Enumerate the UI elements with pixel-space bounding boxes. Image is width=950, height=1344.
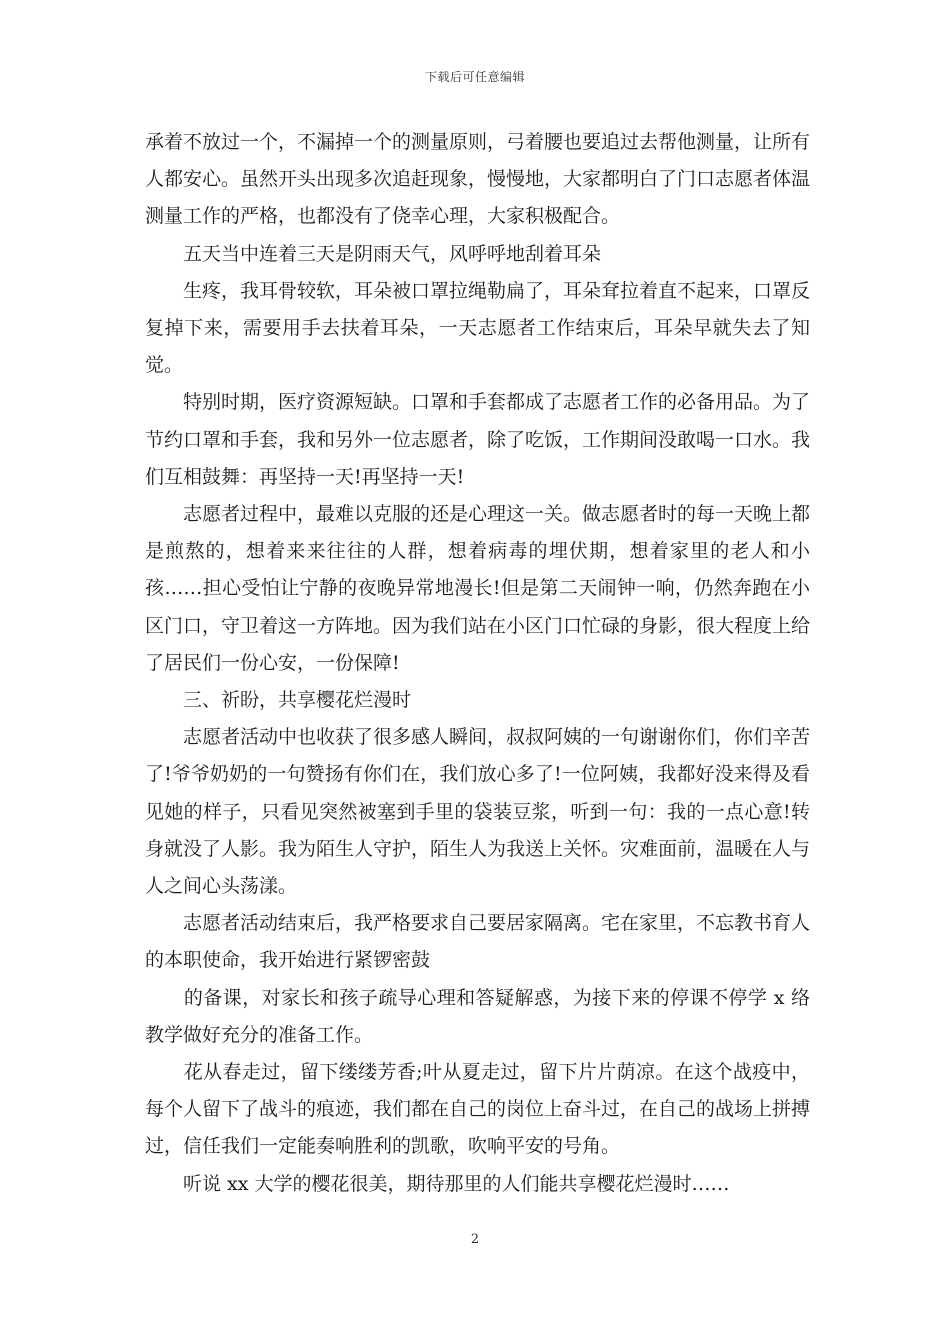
paragraph: 特别时期，医疗资源短缺。口罩和手套都成了志愿者工作的必备用品。为了节约口罩和手套，我和另外一位志愿者，除了吃饭，工作期间没敢喝一口水。我们互相鼓舞：再坚持一天!再坚持一天! <box>145 391 811 488</box>
paragraph: 的备课，对家长和孩子疏导心理和答疑解惑，为接下来的停课不停学 x 络教学做好充分的准备工作。 <box>145 986 810 1046</box>
page-header-note: 下载后可任意编辑 <box>424 70 525 84</box>
document-body <box>145 124 810 1203</box>
paragraph: 五天当中连着三天是阴雨天气，风呼呼地刮着耳朵 <box>145 242 602 265</box>
paragraph: 志愿者活动结束后，我严格要求自己要居家隔离。宅在家里，不忘教书育人的本职使命，我开始进行紧锣密鼓 <box>145 912 811 972</box>
paragraph: 志愿者活动中也收获了很多感人瞬间，叔叔阿姨的一句谢谢你们，你们辛苦了!爷爷奶奶的一句赞扬有你们在，我们放心多了!一位阿姨，我都好没来得及看见她的样子，只看见突然被塞到手里的袋装豆浆，听到一句：我的一点心意!转身就没了人影。我为陌生人守护，陌生人为我送上关怀。灾难面前，温暖在人与人之间心头荡漾。 <box>145 726 811 898</box>
page-number: 2 <box>470 1232 480 1247</box>
paragraph: 志愿者过程中，最难以克服的还是心理这一关。做志愿者时的每一天晚上都是煎熬的，想着来来往往的人群，想着病毒的埋伏期，想着家里的老人和小孩……担心受怕让宁静的夜晚异常地漫长!但是第二天闹钟一响，仍然奔跑在小区门口，守卫着这一方阵地。因为我们站在小区门口忙碌的身影，很大程度上给了居民们一份心安，一份保障! <box>145 503 811 674</box>
paragraph: 承着不放过一个，不漏掉一个的测量原则，弓着腰也要追过去帮他测量，让所有人都安心。虽然开头出现多次追赶现象，慢慢地，大家都明白了门口志愿者体温测量工作的严格，也都没有了侥幸心理，大家积极配合。 <box>145 131 811 228</box>
paragraph: 生疼，我耳骨较软，耳朵被口罩拉绳勒扁了，耳朵耷拉着直不起来，口罩反复掉下来，需要用手去扶着耳朵，一天志愿者工作结束后，耳朵早就失去了知觉。 <box>145 279 811 377</box>
paragraph: 花从春走过，留下缕缕芳香;叶从夏走过，留下片片荫凉。在这个战疫中，每个人留下了战斗的痕迹，我们都在自己的岗位上奋斗过，在自己的战场上拼搏过，信任我们一定能奏响胜利的凯歌，吹响平安的号角。 <box>145 1061 811 1158</box>
section-heading: 三、祈盼，共享樱花烂漫时 <box>145 689 412 712</box>
paragraph: 听说 xx 大学的樱花很美，期待那里的人们能共享樱花烂漫时…… <box>145 1172 730 1195</box>
